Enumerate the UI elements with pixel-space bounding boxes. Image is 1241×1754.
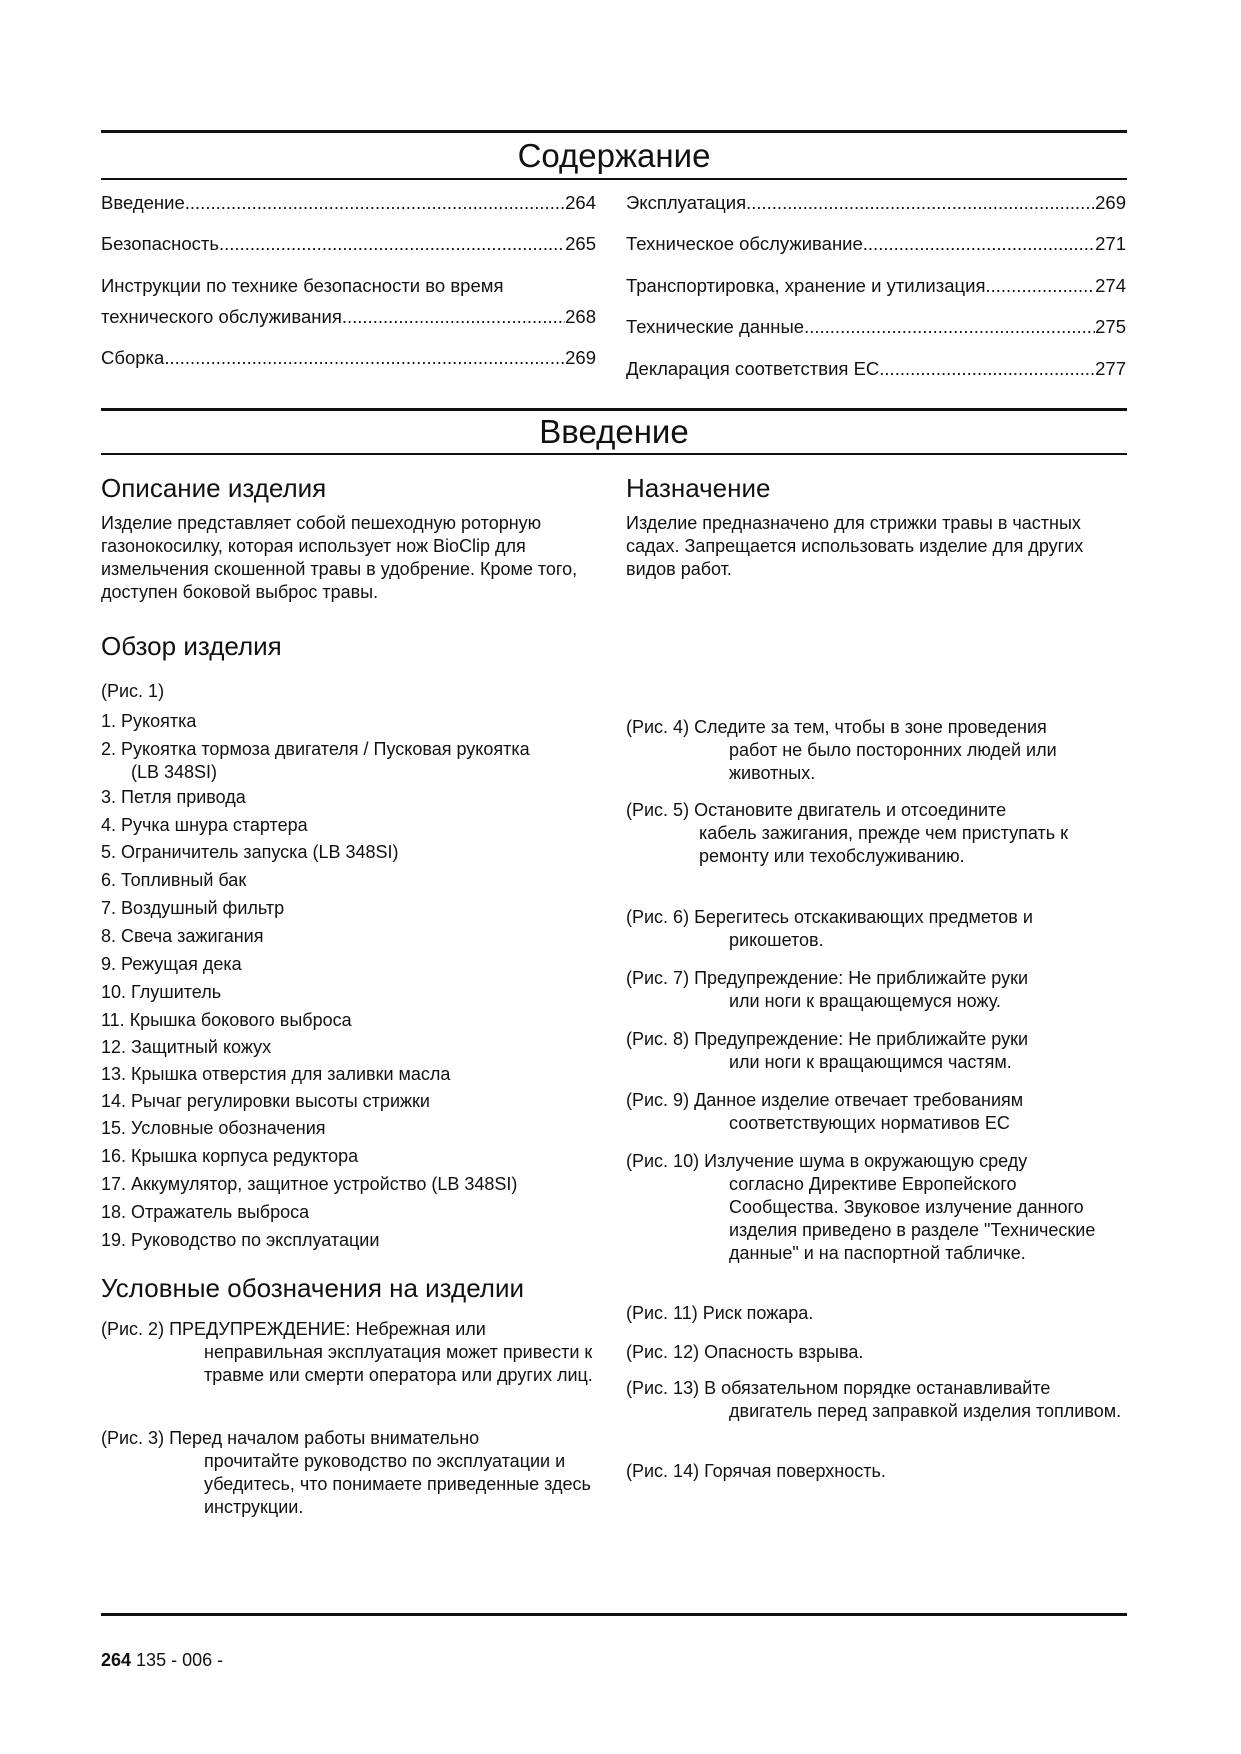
list-item: 6. Топливный бак: [101, 870, 247, 890]
toc-entry[interactable]: Безопасность ..... 265: [101, 233, 596, 255]
intro-title-underline: [101, 453, 1127, 455]
description-heading: Описание изделия: [101, 473, 327, 503]
symbol-item: (Рис. 13) В обязательном порядке останавливайте двигатель перед заправкой изделия топливом.: [626, 1378, 1122, 1421]
list-item: 13. Крышка отверстия для заливки масла: [101, 1064, 451, 1084]
symbol-item: (Рис. 6) Берегитесь отскакивающих предметов и рикошетов.: [626, 907, 1033, 950]
list-item: 10. Глушитель: [101, 982, 222, 1002]
list-item: 4. Ручка шнура стартера: [101, 815, 308, 835]
intro-top-rule: [101, 408, 1127, 411]
toc-entry[interactable]: Декларация соответствия ЕС ..... 277: [626, 358, 1126, 380]
list-item: 19. Руководство по эксплуатации: [101, 1230, 380, 1250]
toc-entry[interactable]: Транспортировка, хранение и утилизация ..... 274: [626, 275, 1126, 297]
toc-entry[interactable]: Эксплуатация ..... 269: [626, 192, 1126, 214]
purpose-heading: Назначение: [626, 473, 771, 503]
overview-heading: Обзор изделия: [101, 631, 282, 661]
fig-reference: (Рис. 1): [101, 681, 165, 701]
symbols-heading: Условные обозначения на изделии: [101, 1273, 525, 1303]
list-item: 3. Петля привода: [101, 787, 246, 807]
list-item: 1. Рукоятка: [101, 711, 197, 731]
purpose-text: Изделие предназначено для стрижки травы в частных садах. Запрещается использовать изделие для других видов работ.: [626, 513, 1084, 579]
symbol-item: (Рис. 8) Предупреждение: Не приближайте руки или ноги к вращающимся частям.: [626, 1029, 1029, 1072]
toc-entry[interactable]: Технические данные ..... 275: [626, 316, 1126, 338]
toc-entry-line[interactable]: Инструкции по технике безопасности во время: [101, 275, 504, 296]
toc-entry[interactable]: Сборка ..... 269: [101, 347, 596, 369]
intro-title: Введение: [539, 413, 689, 450]
list-item: 12. Защитный кожух: [101, 1037, 272, 1057]
list-item: 18. Отражатель выброса: [101, 1202, 310, 1222]
symbol-item: (Рис. 11) Риск пожара.: [626, 1303, 814, 1323]
description-text: Изделие представляет собой пешеходную роторную газонокосилку, которая использует нож BioClip для измельчения скошенной травы в удобрение. Кроме того, доступен боковой выброс травы.: [101, 513, 578, 602]
symbol-item: (Рис. 12) Опасность взрыва.: [626, 1342, 864, 1362]
toc-top-rule: [101, 130, 1127, 133]
toc-entry[interactable]: Техническое обслуживание ..... 271: [626, 233, 1126, 255]
page-footer: [101, 1650, 223, 1671]
toc-title: Содержание: [517, 137, 711, 174]
list-item: 2. Рукоятка тормоза двигателя / Пусковая рукоятка: [101, 739, 530, 759]
symbol-item: (Рис. 14) Горячая поверхность.: [626, 1461, 886, 1481]
list-item: (LB 348SI): [131, 762, 218, 782]
page-number: 264: [101, 1650, 132, 1670]
list-item: 8. Свеча зажигания: [101, 926, 264, 946]
symbol-item: (Рис. 9) Данное изделие отвечает требованиям соответствующих нормативов ЕС: [626, 1090, 1024, 1133]
list-item: 16. Крышка корпуса редуктора: [101, 1146, 359, 1166]
list-item: 17. Аккумулятор, защитное устройство (LB 348SI): [101, 1174, 518, 1194]
list-item: 7. Воздушный фильтр: [101, 898, 285, 918]
doc-code: 135 - 006 -: [131, 1650, 224, 1670]
list-item: 11. Крышка бокового выброса: [101, 1010, 352, 1030]
symbol-item: (Рис. 4) Следите за тем, чтобы в зоне проведения работ не было посторонних людей или животных.: [626, 717, 1057, 783]
toc-title-underline: [101, 178, 1127, 180]
symbol-item: (Рис. 2) ПРЕДУПРЕЖДЕНИЕ: Небрежная или неправильная эксплуатация может привести к травме или смерти оператора или других лиц.: [101, 1319, 593, 1385]
symbol-item: (Рис. 7) Предупреждение: Не приближайте руки или ноги к вращающемуся ножу.: [626, 968, 1029, 1011]
symbol-item: (Рис. 10) Излучение шума в окружающую среду согласно Директиве Европейского Сообщества. Звуковое излучение данного изделия приведено в разделе "Технические данные" и на паспортной табличке.: [626, 1151, 1096, 1263]
footer-rule: [101, 1613, 1127, 1616]
list-item: 9. Режущая дека: [101, 954, 242, 974]
symbol-item: (Рис. 5) Остановите двигатель и отсоедините кабель зажигания, прежде чем приступать к ремонту или техобслуживанию.: [626, 800, 1068, 866]
list-item: 15. Условные обозначения: [101, 1118, 326, 1138]
list-item: 5. Ограничитель запуска (LB 348SI): [101, 842, 399, 862]
toc-entry[interactable]: технического обслуживания ..... 268: [101, 306, 596, 328]
symbol-item: (Рис. 3) Перед началом работы внимательно прочитайте руководство по эксплуатации и убедитесь, что понимаете приведенные здесь инструкции.: [101, 1428, 591, 1517]
toc-entry[interactable]: Введение ..... 264: [101, 192, 596, 214]
list-item: 14. Рычаг регулировки высоты стрижки: [101, 1091, 430, 1111]
